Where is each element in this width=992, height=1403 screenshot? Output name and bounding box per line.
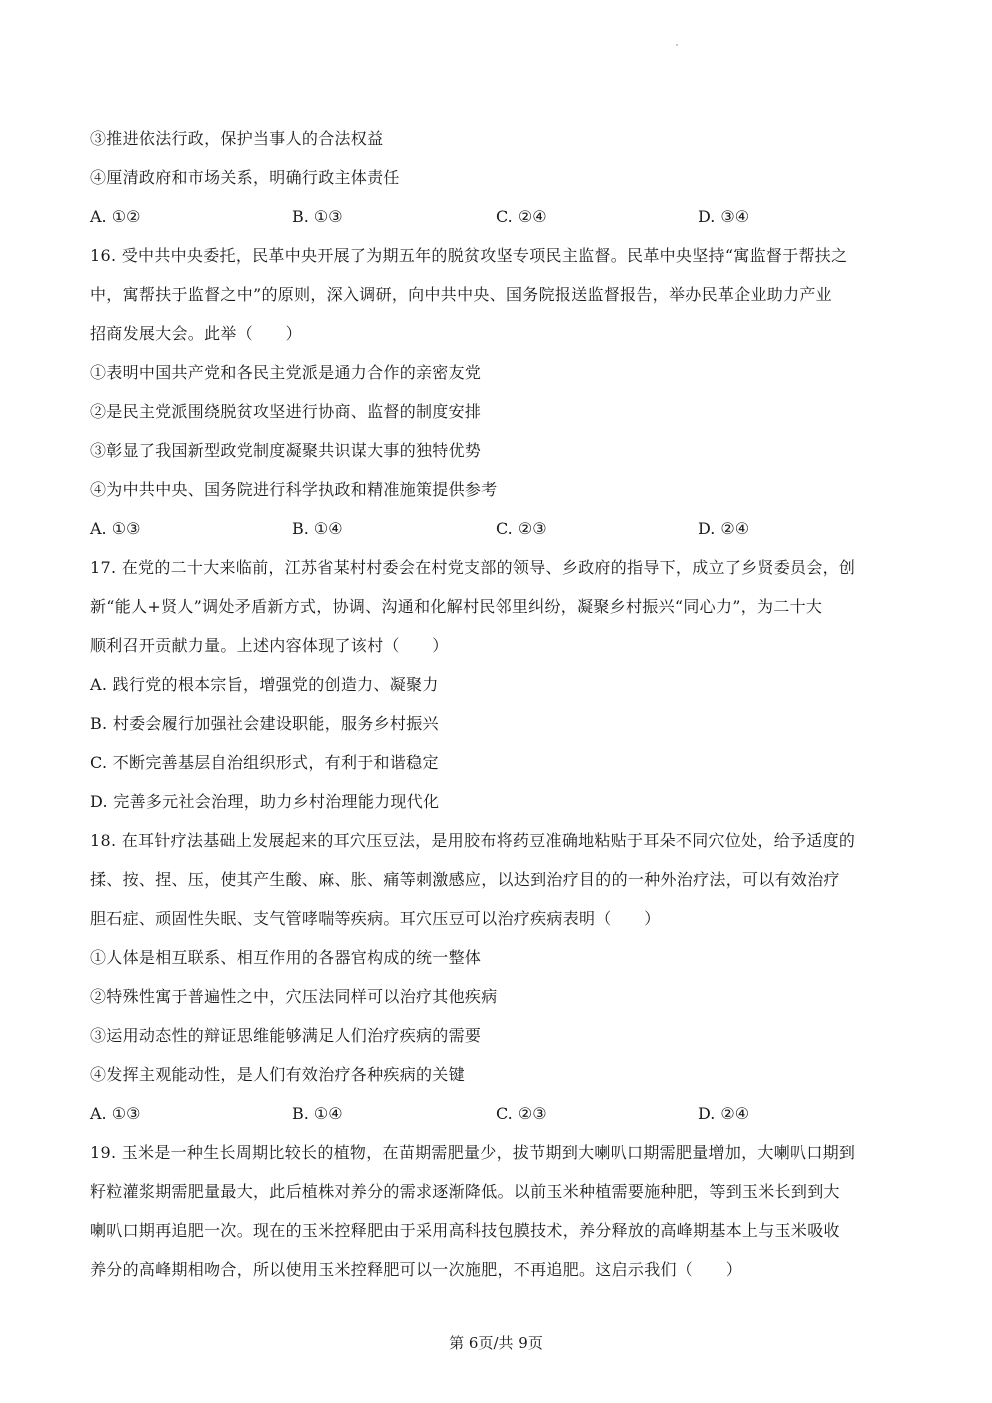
q18-item-4: ④发挥主观能动性，是人们有效治疗各种疾病的关键: [90, 1065, 465, 1084]
q17-stem-line-1: 17. 在党的二十大来临前，江苏省某村村委会在村党支部的领导、乡政府的指导下，成立了乡贤委员会，创: [90, 558, 856, 577]
q18-item-2: ②特殊性寓于普遍性之中，穴压法同样可以治疗其他疾病: [90, 987, 498, 1006]
q17-stem-line-3: 顺利召开贡献力量。上述内容体现了该村（ ）: [90, 636, 449, 655]
q18-stem-line-2: 揉、按、捏、压，使其产生酸、麻、胀、痛等刺激感应，以达到治疗目的的一种外治疗法，可以有效治疗: [90, 870, 840, 889]
q18-option-c: C. ②③: [496, 1104, 547, 1123]
q16-stem-line-1: 16. 受中共中央委托，民革中央开展了为期五年的脱贫攻坚专项民主监督。民革中央坚持“寓监督于帮扶之: [90, 246, 848, 265]
q17-stem-line-2: 新“能人+贤人”调处矛盾新方式，协调、沟通和化解村民邻里纠纷，凝聚乡村振兴“同心力”，为二十大: [90, 597, 823, 616]
q18-item-1: ①人体是相互联系、相互作用的各器官构成的统一整体: [90, 948, 482, 967]
q18-option-a: A. ①③: [90, 1104, 141, 1123]
q19-stem-line-4: 养分的高峰期相吻合，所以使用玉米控释肥可以一次施肥，不再追肥。这启示我们（ ）: [90, 1260, 743, 1279]
q15-option-c: C. ②④: [496, 207, 547, 226]
q16-stem-line-2: 中，寓帮扶于监督之中”的原则，深入调研，向中共中央、国务院报送监督报告，举办民革企业助力产业: [90, 285, 832, 304]
q18-item-3: ③运用动态性的辩证思维能够满足人们治疗疾病的需要: [90, 1026, 482, 1045]
q17-option-a: A. 践行党的根本宗旨，增强党的创造力、凝聚力: [90, 675, 439, 694]
q15-option-b: B. ①③: [292, 207, 343, 226]
q15-option-a: A. ①②: [90, 207, 141, 226]
page-number-footer: 第 6页/共 9页: [449, 1334, 543, 1352]
q16-option-b: B. ①④: [292, 519, 343, 538]
q18-option-b: B. ①④: [292, 1104, 343, 1123]
q19-stem-line-2: 籽粒灌浆期需肥量最大，此后植株对养分的需求逐渐降低。以前玉米种植需要施种肥，等到玉米长到到大: [90, 1182, 840, 1201]
q15-item-3: ③推进依法行政，保护当事人的合法权益: [90, 129, 384, 148]
q15-item-4: ④厘清政府和市场关系，明确行政主体责任: [90, 168, 400, 187]
q16-option-a: A. ①③: [90, 519, 141, 538]
q15-options: [90, 207, 902, 227]
q16-options: [90, 519, 902, 539]
q17-option-c: C. 不断完善基层自治组织形式，有利于和谐稳定: [90, 753, 439, 772]
q18-stem-line-1: 18. 在耳针疗法基础上发展起来的耳穴压豆法，是用胶布将药豆准确地粘贴于耳朵不同穴位处，给予适度的: [90, 831, 856, 850]
q18-options: [90, 1104, 902, 1124]
q16-item-1: ①表明中国共产党和各民主党派是通力合作的亲密友党: [90, 363, 482, 382]
q16-option-c: C. ②③: [496, 519, 547, 538]
q17-option-d: D. 完善多元社会治理，助力乡村治理能力现代化: [90, 792, 440, 811]
q16-option-d: D. ②④: [698, 519, 750, 538]
q16-item-3: ③彰显了我国新型政党制度凝聚共识谋大事的独特优势: [90, 441, 482, 460]
q19-stem-line-1: 19. 玉米是一种生长周期比较长的植物，在苗期需肥量少，拔节期到大喇叭口期需肥量增加，大喇叭口期到: [90, 1143, 856, 1162]
q16-item-2: ②是民主党派围绕脱贫攻坚进行协商、监督的制度安排: [90, 402, 482, 421]
q15-option-d: D. ③④: [698, 207, 750, 226]
q18-option-d: D. ②④: [698, 1104, 750, 1123]
q16-item-4: ④为中共中央、国务院进行科学执政和精准施策提供参考: [90, 480, 498, 499]
q18-stem-line-3: 胆石症、顽固性失眠、支气管哮喘等疾病。耳穴压豆可以治疗疾病表明（ ）: [90, 909, 661, 928]
scan-speck: [676, 44, 678, 46]
q16-stem-line-3: 招商发展大会。此举（ ）: [90, 324, 302, 343]
q17-option-b: B. 村委会履行加强社会建设职能，服务乡村振兴: [90, 714, 439, 733]
q19-stem-line-3: 喇叭口期再追肥一次。现在的玉米控释肥由于采用高科技包膜技术，养分释放的高峰期基本上与玉米吸收: [90, 1221, 840, 1240]
